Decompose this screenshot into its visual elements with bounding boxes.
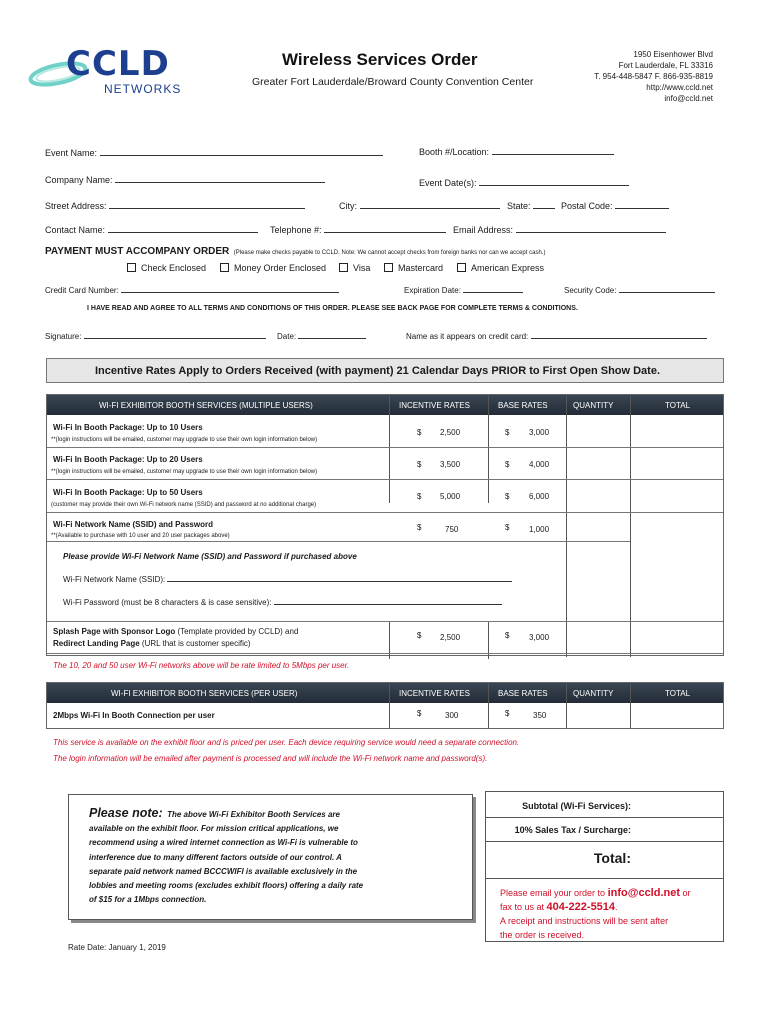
email-row <box>453 225 666 235</box>
payment-row <box>45 241 545 259</box>
order-email-link[interactable]: info@ccld.net <box>607 887 681 899</box>
mastercard-label: Mastercard <box>398 263 444 273</box>
splash-base-rate: 3,000 <box>529 633 550 642</box>
password-field[interactable] <box>274 604 502 605</box>
telephone-label: Telephone #: <box>270 225 322 235</box>
dollar-sign: $ <box>505 428 510 437</box>
check-label: Check Enclosed <box>141 263 207 273</box>
fax-suffix: . <box>615 902 618 912</box>
signature-row <box>45 332 266 341</box>
amex-label: American Express <box>471 263 545 273</box>
mastercard-option[interactable] <box>384 263 443 273</box>
address-line-2: Fort Lauderdale, FL 33316 <box>618 61 713 70</box>
security-field[interactable] <box>619 292 715 293</box>
table2-row-name: 2Mbps Wi-Fi In Booth Connection per user <box>53 711 215 720</box>
date-label: Date: <box>277 332 297 341</box>
email-address-field[interactable] <box>516 232 666 233</box>
incentive-banner <box>46 358 724 383</box>
company-address <box>594 49 713 104</box>
base-rate: 3,000 <box>529 428 550 437</box>
postal-label: Postal Code: <box>561 201 613 211</box>
table-row-note: **(login instructions will be emailed, customer may upgrade to use their own login information below) <box>51 469 318 475</box>
please-note-lead: The above Wi-Fi Exhibitor Booth Services are <box>167 810 340 819</box>
street-row <box>45 201 305 211</box>
table2-header <box>47 683 723 703</box>
incentive-rate: 2,500 <box>440 428 461 437</box>
splash-title: Splash Page with Sponsor Logo <box>53 627 176 636</box>
visa-checkbox[interactable] <box>339 263 348 272</box>
subtotal-label: Subtotal (Wi-Fi Services): <box>522 801 631 811</box>
money-order-label: Money Order Enclosed <box>234 263 327 273</box>
state-field[interactable] <box>533 208 555 209</box>
table2-base-rate: 350 <box>533 711 547 720</box>
please-note-body: available on the exhibit floor. For mission critical applications, we recommend using a wired internet connection as Wi-Fi is vulnerable to interference due to many different factors outside of our control. A separate paid network named BCCCWIFI is available exclusively in the lobbies and meeting rooms (excludes exhibit floors) offering a daily rate of $15 for a 1Mbps connection. <box>89 824 364 905</box>
event-name-row <box>45 148 383 158</box>
expiration-label: Expiration Date: <box>404 286 461 295</box>
dollar-sign: $ <box>417 631 422 640</box>
dollar-sign: $ <box>417 428 422 437</box>
tax-label: 10% Sales Tax / Surcharge: <box>514 825 631 835</box>
dollar-sign: $ <box>505 492 510 501</box>
contact-row <box>45 225 258 235</box>
table2-header-quantity: QUANTITY <box>573 689 614 698</box>
table1-header-service: WI-FI EXHIBITOR BOOTH SERVICES (MULTIPLE USERS) <box>99 401 313 410</box>
logo-sub-text: NETWORKS <box>104 82 182 96</box>
email-prefix: Please email your order to <box>500 888 608 898</box>
table-row-name: Wi-Fi In Booth Package: Up to 20 Users <box>53 455 203 464</box>
address-line-1: 1950 Eisenhower Blvd <box>633 50 713 59</box>
table1-header-base: BASE RATES <box>498 401 548 410</box>
city-label: City: <box>339 201 357 211</box>
table-row-name: Wi-Fi In Booth Package: Up to 50 Users <box>53 488 203 497</box>
money-order-checkbox[interactable] <box>220 263 229 272</box>
visa-label: Visa <box>353 263 371 273</box>
dollar-sign: $ <box>505 523 510 532</box>
check-option[interactable] <box>127 263 206 273</box>
booth-field[interactable] <box>492 154 614 155</box>
ssid-instructions: Please provide Wi-Fi Network Name (SSID) and Password if purchased above <box>63 552 357 561</box>
event-name-label: Event Name: <box>45 148 98 158</box>
email-address-label: Email Address: <box>453 225 514 235</box>
receipt-line-2: the order is received. <box>500 930 585 940</box>
city-row <box>339 201 500 211</box>
table1-header <box>47 395 723 415</box>
signature-label: Signature: <box>45 332 82 341</box>
table1-header-incentive: INCENTIVE RATES <box>399 401 470 410</box>
totals-box <box>485 791 724 942</box>
event-dates-field[interactable] <box>479 185 629 186</box>
cc-number-field[interactable] <box>121 292 339 293</box>
city-field[interactable] <box>360 208 500 209</box>
cc-number-label: Credit Card Number: <box>45 286 119 295</box>
logo <box>28 44 208 100</box>
page-title: Wireless Services Order <box>282 50 478 69</box>
base-rate: 1,000 <box>529 525 550 534</box>
rate-date: Rate Date: January 1, 2019 <box>68 943 166 952</box>
street-label: Street Address: <box>45 201 107 211</box>
name-on-card-label: Name as it appears on credit card: <box>406 332 529 341</box>
base-rate: 6,000 <box>529 492 550 501</box>
amex-checkbox[interactable] <box>457 263 466 272</box>
table2-header-base: BASE RATES <box>498 689 548 698</box>
password-row <box>63 598 502 607</box>
phone-fax: T. 954-448-5847 F. 866-935-8819 <box>594 72 713 81</box>
rate-limit-note: The 10, 20 and 50 user Wi-Fi networks above will be rate limited to 5Mbps per user. <box>53 661 350 670</box>
booth-label: Booth #/Location: <box>419 147 490 157</box>
dollar-sign: $ <box>417 460 422 469</box>
name-on-card-row <box>406 332 707 341</box>
logo-main-text: CCLD <box>66 44 170 84</box>
splash-text-2: (URL that is customer specific) <box>139 639 251 648</box>
table2-header-service: WI-FI EXHIBITOR BOOTH SERVICES (PER USER) <box>111 689 298 698</box>
base-rate: 4,000 <box>529 460 550 469</box>
per-user-note-2: The login information will be emailed after payment is processed and will include the Wi-Fi network name and password(s). <box>53 754 488 763</box>
incentive-banner-text: Incentive Rates Apply to Orders Received (with payment) 21 Calendar Days PRIOR to First Open Show Date. <box>95 365 661 377</box>
date-row <box>277 332 366 341</box>
event-name-field[interactable] <box>100 155 383 156</box>
payment-note: (Please make checks payable to CCLD. Note: We cannot accept checks from foreign banks nor can we accept cash.) <box>233 250 546 256</box>
ssid-field[interactable] <box>167 581 512 582</box>
incentive-rate: 5,000 <box>440 492 461 501</box>
dollar-sign: $ <box>505 631 510 640</box>
booth-row <box>419 147 614 157</box>
company-label: Company Name: <box>45 175 113 185</box>
security-row <box>564 286 715 295</box>
please-note-text <box>89 806 371 907</box>
table-row-name: Wi-Fi Network Name (SSID) and Password <box>53 520 213 529</box>
table-multiple-users <box>46 394 724 656</box>
table1-header-quantity: QUANTITY <box>573 401 614 410</box>
splash-text-1: (Template provided by CCLD) and <box>175 627 299 636</box>
table2-header-total: TOTAL <box>665 689 691 698</box>
incentive-rate: 750 <box>445 525 459 534</box>
street-field[interactable] <box>109 208 305 209</box>
per-user-note-1: This service is available on the exhibit floor and is priced per user. Each device requiring service would need a separate connection. <box>53 738 520 747</box>
dollar-sign: $ <box>505 709 510 718</box>
email-suffix: or <box>680 888 691 898</box>
ssid-row <box>63 575 512 584</box>
total-label: Total: <box>593 850 631 866</box>
visa-option[interactable] <box>339 263 370 273</box>
security-label: Security Code: <box>564 286 617 295</box>
postal-row <box>561 201 669 211</box>
expiration-field[interactable] <box>463 292 523 293</box>
amex-option[interactable] <box>457 263 544 273</box>
table-row-name: Wi-Fi In Booth Package: Up to 10 Users <box>53 423 203 432</box>
mastercard-checkbox[interactable] <box>384 263 393 272</box>
name-on-card-field[interactable] <box>531 338 707 339</box>
money-order-option[interactable] <box>220 263 326 273</box>
company-field[interactable] <box>115 182 325 183</box>
state-label: State: <box>507 201 531 211</box>
payment-heading: PAYMENT MUST ACCOMPANY ORDER <box>45 246 230 257</box>
splash-incentive-rate: 2,500 <box>440 633 461 642</box>
contact-label: Contact Name: <box>45 225 106 235</box>
order-instructions <box>500 886 725 942</box>
event-dates-label: Event Date(s): <box>419 178 477 188</box>
telephone-row <box>270 225 446 235</box>
check-checkbox[interactable] <box>127 263 136 272</box>
receipt-line-1: A receipt and instructions will be sent after <box>500 916 669 926</box>
password-label: Wi-Fi Password (must be 8 characters & is case sensitive): <box>63 598 272 607</box>
signature-field[interactable] <box>84 338 266 339</box>
splash-page-description <box>53 626 298 650</box>
company-row <box>45 175 325 185</box>
please-note-box <box>68 794 473 920</box>
contact-field[interactable] <box>108 232 258 233</box>
dollar-sign: $ <box>505 460 510 469</box>
postal-field[interactable] <box>615 208 669 209</box>
state-row <box>507 201 555 211</box>
expiration-row <box>404 286 523 295</box>
telephone-field[interactable] <box>324 232 446 233</box>
table1-header-total: TOTAL <box>665 401 691 410</box>
table-row-note: **(Available to purchase with 10 user and 20 user packages above) <box>51 533 230 539</box>
table-per-user <box>46 682 724 729</box>
table2-header-incentive: INCENTIVE RATES <box>399 689 470 698</box>
agree-statement: I HAVE READ AND AGREE TO ALL TERMS AND CONDITIONS OF THIS ORDER. PLEASE SEE BACK PAGE FOR COMPLETE TERMS & CONDITIONS. <box>87 305 578 312</box>
table-row-note: **(login instructions will be emailed, customer may upgrade to use their own login information below) <box>51 437 318 443</box>
table-row-note: (customer may provide their own Wi-Fi network name (SSID) and password at no additional charge) <box>51 502 317 508</box>
page-subtitle: Greater Fort Lauderdale/Broward County Convention Center <box>252 76 534 88</box>
dollar-sign: $ <box>417 709 422 718</box>
table2-incentive-rate: 300 <box>445 711 459 720</box>
dollar-sign: $ <box>417 523 422 532</box>
incentive-rate: 3,500 <box>440 460 461 469</box>
fax-prefix: fax to us at <box>500 902 547 912</box>
cc-number-row <box>45 286 339 295</box>
dollar-sign: $ <box>417 492 422 501</box>
email-link[interactable]: info@ccld.net <box>664 94 713 103</box>
ssid-label: Wi-Fi Network Name (SSID): <box>63 575 166 584</box>
date-field[interactable] <box>298 338 366 339</box>
please-note-title: Please note: <box>89 806 163 820</box>
fax-number: 404-222-5514 <box>546 901 616 913</box>
website-link[interactable]: http://www.ccld.net <box>646 83 713 92</box>
redirect-title: Redirect Landing Page <box>53 639 140 648</box>
event-dates-row <box>419 178 629 188</box>
